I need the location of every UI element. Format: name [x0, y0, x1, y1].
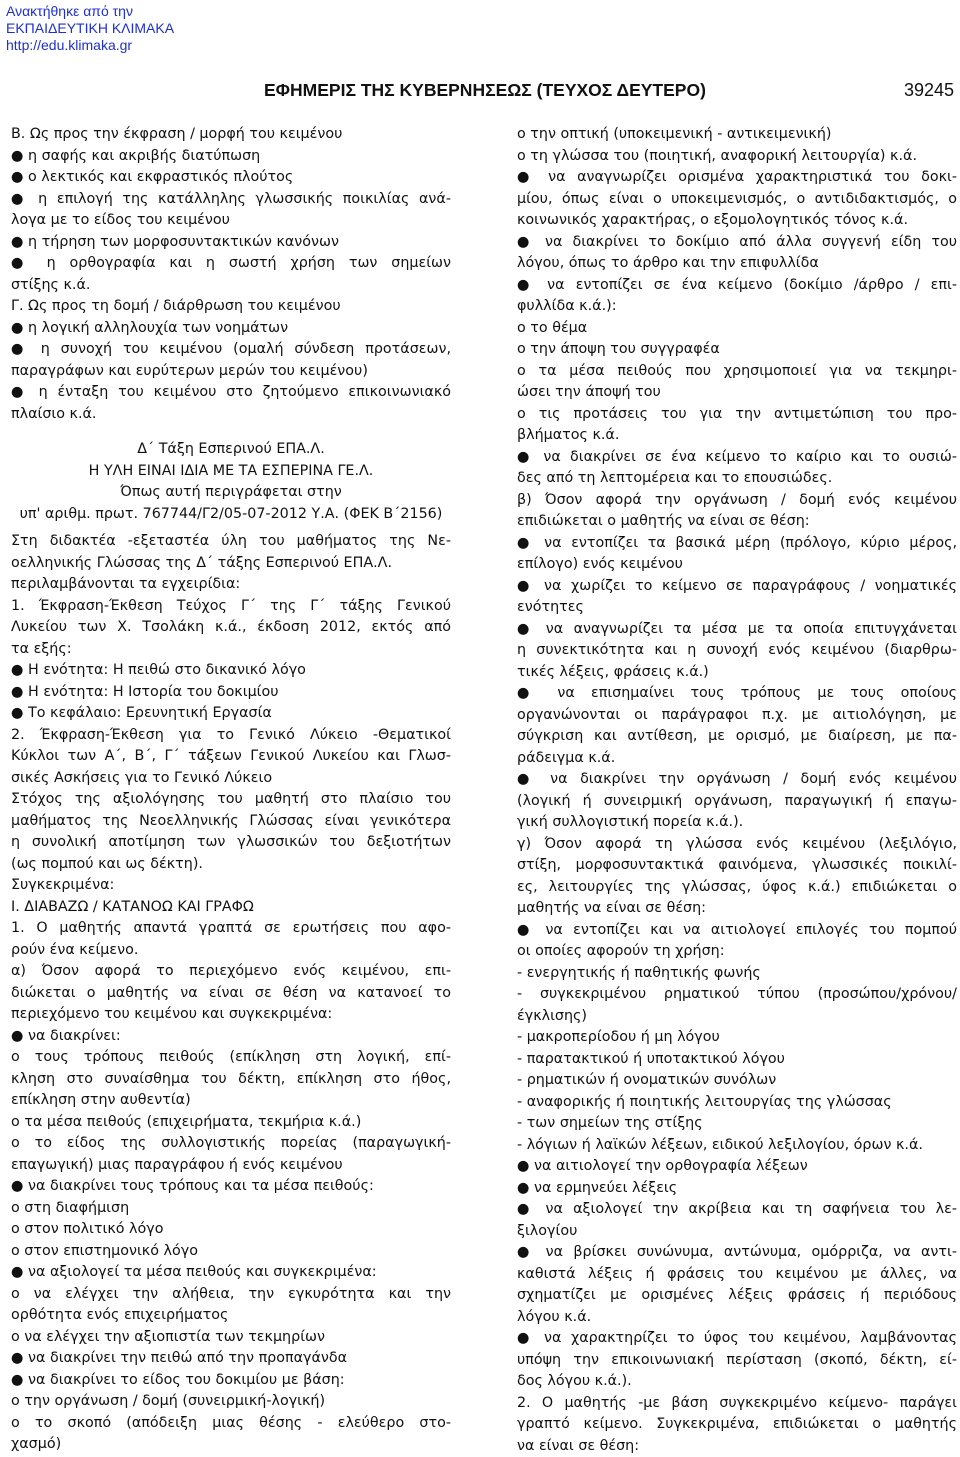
gazette-title: ΕΦΗΜΕΡΙΣ ΤΗΣ ΚΥΒΕΡΝΗΣΕΩΣ (ΤΕΥΧΟΣ ΔΕΥΤΕΡΟ) — [264, 80, 706, 101]
watermark-link[interactable]: http://edu.klimaka.gr — [6, 37, 174, 54]
text-line: - συγκεκριμένου ρηματικού τύπου (προσώπου/χρόνου/ — [517, 984, 957, 1006]
text-line: ● να διακρίνει σε ένα κείμενο το καίριο και το ουσιώ- — [517, 447, 957, 469]
text-line: (λογική ή συνειρμική οργάνωση, παραγωγική ή επαγω- — [517, 791, 957, 813]
text-line: ● να επισημαίνει τους τρόπους με τους οποίους — [517, 683, 957, 705]
text-line: υπ' αριθμ. πρωτ. 767744/Γ2/05-07-2012 Υ.Α. (ΦΕΚ Β΄2156) — [11, 504, 451, 526]
text-line: ες, λειτουργίες της γλώσσας, ύφος κ.ά.) επιδιώκεται ο — [517, 877, 957, 899]
text-line: ο στον πολιτικό λόγο — [11, 1219, 451, 1241]
text-line: ο τις προτάσεις του για την αντιμετώπιση του προ- — [517, 404, 957, 426]
text-line: - ρηματικών ή ονοματικών συνόλων — [517, 1070, 957, 1092]
text-line: μίου, όπως είναι ο υποκειμενισμός, ο αντιδιδακτισμός, ο — [517, 189, 957, 211]
text-line: ● η ορθογραφία και η σωστή χρήση των σημείων — [11, 253, 451, 275]
text-line: επίλογο) ενός κειμένου — [517, 554, 957, 576]
text-line: λόγου, όπως το άρθρο και την επιφυλλίδα — [517, 253, 957, 275]
text-line: οι οποίες αφορούν τη χρήση: — [517, 941, 957, 963]
text-line: 2. Έκφραση-Έκθεση για το Γενικό Λύκειο -Θεματικοί — [11, 725, 451, 747]
text-line: - παρατακτικού ή υποτακτικού λόγου — [517, 1049, 957, 1071]
text-line: ● να χωρίζει το κείμενο σε παραγράφους / νοηματικές — [517, 576, 957, 598]
right-text-column — [517, 124, 957, 1457]
text-line: ● να αξιολογεί τα μέσα πειθούς και συγκεκριμένα: — [11, 1262, 451, 1284]
text-line: ο το σκοπό (απόδειξη μιας θέσης - ελεύθερο στο- — [11, 1413, 451, 1435]
text-line: ● η λογική αλληλουχία των νοημάτων — [11, 318, 451, 340]
text-line: ● να διακρίνει το είδος του δοκιμίου με βάση: — [11, 1370, 451, 1392]
text-line: σχηματίζει με ορισμένες λέξεις φράσεις ή περιόδους — [517, 1285, 957, 1307]
left-text-column — [11, 124, 451, 1456]
text-line: ράδειγμα κ.ά. — [517, 748, 957, 770]
text-line: κληση στο συναίσθημα του δέκτη, επίκληση στο ήθος, — [11, 1069, 451, 1091]
text-line: κοινωνικός χαρακτήρας, ο εξομολογητικός τόνος κ.ά. — [517, 210, 957, 232]
text-line: γραπτό κείμενο. Συγκεκριμένα, επιδιώκεται ο μαθητής — [517, 1414, 957, 1436]
text-line: ο το είδος της συλλογιστικής πορείας (παραγωγική- — [11, 1133, 451, 1155]
text-line: ● η τήρηση των μορφοσυντακτικών κανόνων — [11, 232, 451, 254]
text-line: 1. Έκφραση-Έκθεση Τεύχος Γ΄ της Γ΄ τάξης Γενικού — [11, 596, 451, 618]
text-line: ο τη γλώσσα του (ποιητική, αναφορική λειτουργία) κ.ά. — [517, 146, 957, 168]
text-line: μαθητής να είναι σε θέση: — [517, 898, 957, 920]
text-line: Στόχος της αξιολόγησης του μαθητή στο πλαίσιο του — [11, 789, 451, 811]
page-header — [264, 80, 954, 106]
text-line: περιλαμβάνονται τα εγχειρίδια: — [11, 574, 451, 596]
text-line: ● να βρίσκει συνώνυμα, αντώνυμα, ομόρριζα, να αντι- — [517, 1242, 957, 1264]
text-line: ● να διακρίνει: — [11, 1026, 451, 1048]
text-line: υπόψη την επικοινωνιακή περίσταση (σκοπό, δέκτη, εί- — [517, 1350, 957, 1372]
text-line: Β. Ως προς την έκφραση / μορφή του κειμένου — [11, 124, 451, 146]
text-line: ● η ένταξη του κειμένου στο ζητούμενο επικοινωνιακό — [11, 382, 451, 404]
text-line: στίξης κ.ά. — [11, 275, 451, 297]
text-line: ο το θέμα — [517, 318, 957, 340]
text-line: τικές λέξεις, φράσεις κ.ά.) — [517, 662, 957, 684]
text-line: ο την οπτική (υποκειμενική - αντικειμενική) — [517, 124, 957, 146]
text-line: ● να διακρίνει την οργάνωση / δομή ενός κειμένου — [517, 769, 957, 791]
text-line: Η ΥΛΗ ΕΙΝΑΙ ΙΔΙΑ ΜΕ ΤΑ ΕΣΠΕΡΙΝΑ ΓΕ.Λ. — [11, 461, 451, 483]
text-line: ● να αιτιολογεί την ορθογραφία λέξεων — [517, 1156, 957, 1178]
text-line: γ) Όσον αφορά τη γλώσσα ενός κειμένου (λεξιλόγιο, — [517, 834, 957, 856]
source-watermark — [6, 3, 174, 54]
text-line: ● Η ενότητα: Η Ιστορία του δοκιμίου — [11, 682, 451, 704]
page-number: 39245 — [904, 80, 954, 101]
text-line: ● η επιλογή της κατάλληλης γλωσσικής ποικιλίας ανά- — [11, 189, 451, 211]
text-line: παραγράφων και ευρύτερων μερών του κειμένου) — [11, 361, 451, 383]
text-line: έγκλισης) — [517, 1006, 957, 1028]
text-line: Στη διδακτέα -εξεταστέα ύλη του μαθήματος της Νε- — [11, 531, 451, 553]
text-line: ● να αναγνωρίζει ορισμένα χαρακτηριστικά του δοκι- — [517, 167, 957, 189]
text-line: περιεχόμενο του κειμένου και συγκεκριμένα: — [11, 1004, 451, 1026]
text-line: γική συλλογιστική πορεία κ.ά.). — [517, 812, 957, 834]
text-line: οργανώνονται οι παράγραφοι π.χ. με αιτιολόγηση, με — [517, 705, 957, 727]
text-line: ο να ελέγχει την αλήθεια, την εγκυρότητα και την — [11, 1284, 451, 1306]
text-line: ● να εντοπίζει σε ένα κείμενο (δοκίμιο /άρθρο / επι- — [517, 275, 957, 297]
text-line: ώσει την άποψή του — [517, 382, 957, 404]
text-line: λόγου κ.ά. — [517, 1307, 957, 1329]
text-line: στίξη, μορφοσυντακτικά φαινόμενα, γλωσσικές ποικιλί- — [517, 855, 957, 877]
text-line: η συνολική αποτίμηση των γλωσσικών του δεξιοτήτων — [11, 832, 451, 854]
text-line: πλαίσιο κ.ά. — [11, 404, 451, 426]
text-line: οελληνικής Γλώσσας της Δ΄ τάξης Εσπερινού ΕΠΑ.Λ. — [11, 553, 451, 575]
text-line: καθιστά λέξεις ή φράσεις του κειμένου με άλλες, να — [517, 1264, 957, 1286]
text-line: ορθότητα ενός επιχειρήματος — [11, 1305, 451, 1327]
text-line: - ενεργητικής ή παθητικής φωνής — [517, 963, 957, 985]
text-line: επαγωγική) μιας παραγράφου ή ενός κειμένου — [11, 1155, 451, 1177]
text-line: ● να αναγνωρίζει τα μέσα με τα οποία επιτυγχάνεται — [517, 619, 957, 641]
text-line: δες από τη λεπτομέρεια και το επουσιώδες. — [517, 468, 957, 490]
text-line: - μακροπερίοδου ή μη λόγου — [517, 1027, 957, 1049]
text-line: διώκεται ο μαθητής να είναι σε θέση να κατανοεί το — [11, 983, 451, 1005]
text-line: Γ. Ως προς τη δομή / διάρθρωση του κειμένου — [11, 296, 451, 318]
text-line: ο τα μέσα πειθούς που χρησιμοποιεί για να τεκμηρι- — [517, 361, 957, 383]
text-line: ● να χαρακτηρίζει το ύφος του κειμένου, λαμβάνοντας — [517, 1328, 957, 1350]
text-line: ο στον επιστημονικό λόγο — [11, 1241, 451, 1263]
text-line: Δ΄ Τάξη Εσπερινού ΕΠΑ.Λ. — [11, 439, 451, 461]
text-line: 1. Ο μαθητής απαντά γραπτά σε ερωτήσεις που αφο- — [11, 918, 451, 940]
text-line: επιδιώκεται ο μαθητής να είναι σε θέση: — [517, 511, 957, 533]
text-line: 2. Ο μαθητής -με βάση συγκεκριμένο κείμενο- παράγει — [517, 1393, 957, 1415]
text-line: επίκληση στην αυθεντία) — [11, 1090, 451, 1112]
text-line: (ως πομπού και ως δέκτη). — [11, 854, 451, 876]
text-line: η συνεκτικότητα και η συνοχή ενός κειμένου (διαρθρω- — [517, 640, 957, 662]
text-line: ● να αξιολογεί την ακρίβεια και τη σαφήνεια του λε- — [517, 1199, 957, 1221]
text-line: β) Όσον αφορά την οργάνωση / δομή ενός κειμένου — [517, 490, 957, 512]
text-line: ο την άποψη του συγγραφέα — [517, 339, 957, 361]
text-line: ● ο λεκτικός και εκφραστικός πλούτος — [11, 167, 451, 189]
text-line: ● να διακρίνει τους τρόπους και τα μέσα πειθούς: — [11, 1176, 451, 1198]
text-line: Συγκεκριμένα: — [11, 875, 451, 897]
text-line: - λόγιων ή λαϊκών λέξεων, ειδικού λεξιλογίου, όρων κ.ά. — [517, 1135, 957, 1157]
watermark-line: Ανακτήθηκε από την — [6, 3, 174, 20]
text-line: Λυκείου των Χ. Τσολάκη κ.ά., έκδοση 2012, εκτός από — [11, 617, 451, 639]
text-line: να είναι σε θέση: — [517, 1436, 957, 1457]
text-line: φυλλίδα κ.ά.): — [517, 296, 957, 318]
text-line: ο την οργάνωση / δομή (συνειρμική-λογική) — [11, 1391, 451, 1413]
text-line: σικές Ασκήσεις για το Γενικό Λύκειο — [11, 768, 451, 790]
text-line: Ι. ΔΙΑΒΑΖΩ / ΚΑΤΑΝΟΩ ΚΑΙ ΓΡΑΦΩ — [11, 897, 451, 919]
text-line: τα εξής: — [11, 639, 451, 661]
text-line: ● να ερμηνεύει λέξεις — [517, 1178, 957, 1200]
text-line: χασμό) — [11, 1434, 451, 1456]
text-line: Κύκλοι των Α΄, Β΄, Γ΄ τάξεων Γενικού Λυκείου και Γλωσ- — [11, 746, 451, 768]
text-line: ο στη διαφήμιση — [11, 1198, 451, 1220]
text-line: ● να εντοπίζει τα βασικά μέρη (πρόλογο, κύριο μέρος, — [517, 533, 957, 555]
text-line: ● η σαφής και ακριβής διατύπωση — [11, 146, 451, 168]
text-line: δος λόγου κ.ά.). — [517, 1371, 957, 1393]
text-line: ξιλογίου — [517, 1221, 957, 1243]
text-line: ● να διακρίνει το δοκίμιο από άλλα συγγενή είδη του — [517, 232, 957, 254]
text-line: ενότητες — [517, 597, 957, 619]
text-line: ● να εντοπίζει και να αιτιολογεί επιλογές του πομπού — [517, 920, 957, 942]
text-line: σύγκριση και αντίθεση, με ορισμό, με διαίρεση, με πα- — [517, 726, 957, 748]
text-line: μαθήματος της Νεοελληνικής Γλώσσας είναι γενικότερα — [11, 811, 451, 833]
watermark-line: ΕΚΠΑΙΔΕΥΤΙΚΗ ΚΛΙΜΑΚΑ — [6, 20, 174, 37]
text-line: ο να ελέγχει την αξιοπιστία των τεκμηρίων — [11, 1327, 451, 1349]
text-line: λογα με το είδος του κειμένου — [11, 210, 451, 232]
text-line: ο τους τρόπους πειθούς (επίκληση στη λογική, επί- — [11, 1047, 451, 1069]
text-line: ● να διακρίνει την πειθώ από την προπαγάνδα — [11, 1348, 451, 1370]
text-line: Όπως αυτή περιγράφεται στην — [11, 482, 451, 504]
text-line: ● η συνοχή του κειμένου (ομαλή σύνδεση προτάσεων, — [11, 339, 451, 361]
text-line: βλήματος κ.ά. — [517, 425, 957, 447]
text-line: ● Το κεφάλαιο: Ερευνητική Εργασία — [11, 703, 451, 725]
text-line: ο τα μέσα πειθούς (επιχειρήματα, τεκμήρια κ.ά.) — [11, 1112, 451, 1134]
text-line: - των σημείων της στίξης — [517, 1113, 957, 1135]
text-line: α) Όσον αφορά το περιεχόμενο ενός κειμένου, επι- — [11, 961, 451, 983]
text-line: ρούν ένα κείμενο. — [11, 940, 451, 962]
text-line: - αναφορικής ή ποιητικής λειτουργίας της γλώσσας — [517, 1092, 957, 1114]
text-line: ● Η ενότητα: Η πειθώ στο δικανικό λόγο — [11, 660, 451, 682]
